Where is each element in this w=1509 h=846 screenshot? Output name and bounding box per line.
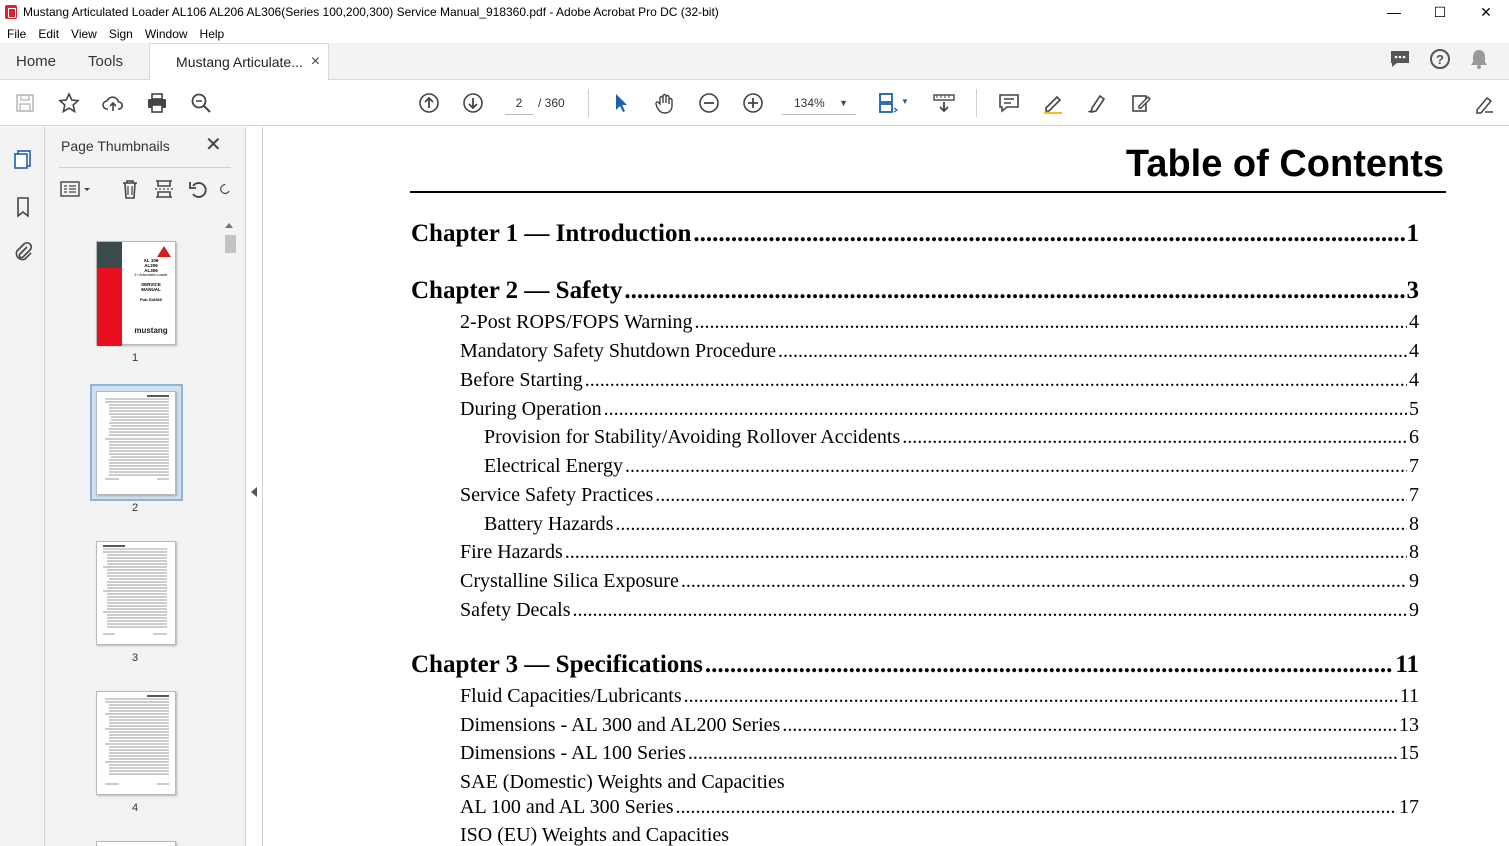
toc-entry-page-number: 4 <box>1409 369 1419 391</box>
scroll-up-arrow-icon[interactable] <box>225 223 233 228</box>
toc-entry-page-number: 9 <box>1409 599 1419 621</box>
thumbnail-options-icon[interactable] <box>59 177 91 201</box>
toc-leader-dots <box>695 311 1407 334</box>
fit-page-icon[interactable] <box>876 91 900 115</box>
toc-section-entry[interactable] <box>460 484 1419 507</box>
maximize-button[interactable]: ☐ <box>1433 3 1447 20</box>
acrobat-icon <box>5 5 17 19</box>
page-number-input[interactable]: 2 <box>505 91 533 115</box>
rotate-ccw-icon[interactable] <box>187 177 209 201</box>
panel-divider <box>59 167 231 168</box>
toc-entry-label: Provision for Stability/Avoiding Rollover Accidents <box>484 426 901 448</box>
thumbnail-page-2[interactable] <box>96 391 176 495</box>
toc-entry-page-number: 7 <box>1409 484 1419 506</box>
toc-leader-dots <box>655 484 1407 507</box>
toc-entry-label: Safety Decals <box>460 599 571 621</box>
toolbar-divider-2 <box>976 89 977 117</box>
thumbnail-label-3: 3 <box>131 652 139 664</box>
notification-bell-icon[interactable] <box>1469 48 1489 75</box>
mustang-logo: mustang <box>134 326 168 335</box>
toc-section-entry[interactable] <box>460 742 1419 765</box>
toc-leader-dots <box>782 714 1397 737</box>
toc-section-entry[interactable] <box>460 796 1419 819</box>
print-icon[interactable] <box>145 91 169 115</box>
cover-line-6: MANUAL <box>141 287 161 292</box>
toc-entry-label: Mandatory Safety Shutdown Procedure <box>460 340 777 362</box>
toc-entry-label: Dimensions - AL 100 Series <box>460 742 686 764</box>
toc-entry-page-number: 9 <box>1409 570 1419 592</box>
toc-leader-dots <box>604 398 1407 421</box>
find-zoom-icon[interactable] <box>189 91 213 115</box>
toc-entry-label: Chapter 3 — Specifications <box>411 651 703 678</box>
menu-window[interactable]: Window <box>144 26 188 41</box>
cover-line-2: AL206 <box>144 263 158 268</box>
thumbnail-scrollbar-thumb[interactable] <box>225 235 236 253</box>
zoom-level-select[interactable] <box>782 91 856 115</box>
toc-entry-heading[interactable]: ISO (EU) Weights and Capacities <box>460 824 730 846</box>
panel-title: Page Thumbnails <box>61 138 170 154</box>
zoom-in-icon[interactable] <box>741 91 765 115</box>
thumbnail-label-2: 2 <box>131 502 139 514</box>
comment-bubble-icon[interactable] <box>1389 49 1411 74</box>
toc-heading: Table of Contents <box>1125 143 1444 185</box>
save-icon[interactable] <box>13 91 37 115</box>
toc-entry-page-number: 7 <box>1409 455 1419 477</box>
menu-sign[interactable]: Sign <box>108 26 133 41</box>
toc-entry-page-number: 8 <box>1409 513 1419 535</box>
zoom-out-icon[interactable] <box>697 91 721 115</box>
toc-section-entry[interactable] <box>484 455 1419 478</box>
toc-entry-page-number: 15 <box>1399 742 1419 764</box>
help-icon[interactable] <box>1429 48 1451 75</box>
toc-entry-page-number: 4 <box>1409 311 1419 333</box>
toc-entry-label: Before Starting <box>460 369 583 391</box>
toc-leader-dots <box>676 796 1398 819</box>
svg-text:?: ? <box>1436 51 1444 67</box>
scroll-mode-icon[interactable] <box>932 91 956 115</box>
share-sign-icon[interactable] <box>1472 91 1496 115</box>
tab-tools[interactable]: Tools <box>88 52 124 70</box>
toc-leader-dots <box>705 651 1393 679</box>
toc-leader-dots <box>624 277 1404 305</box>
edit-send-icon[interactable] <box>1129 91 1153 115</box>
toc-entry-label: Fluid Capacities/Lubricants <box>460 685 682 707</box>
tab-document[interactable] <box>149 43 329 80</box>
collapse-arrow-icon <box>251 487 257 497</box>
menu-file[interactable]: File <box>7 26 27 41</box>
page-thumbnails-icon[interactable] <box>11 147 35 171</box>
cover-line-4: 2+ Articulated Loader <box>134 273 168 277</box>
toc-leader-dots <box>688 742 1397 765</box>
close-window-button[interactable]: ✕ <box>1480 3 1492 20</box>
toc-entry-label: Electrical Energy <box>484 455 624 477</box>
toc-chapter-entry[interactable] <box>411 277 1419 305</box>
toc-entry-page-number: 11 <box>1395 651 1419 678</box>
toc-entry-page-number: 6 <box>1409 426 1419 448</box>
toc-entry-label: AL 100 and AL 300 Series <box>460 796 674 818</box>
menu-edit[interactable]: Edit <box>38 26 60 41</box>
navigation-rail <box>0 127 45 846</box>
menu-view[interactable]: View <box>71 26 97 41</box>
toc-entry-label: 2-Post ROPS/FOPS Warning <box>460 311 693 333</box>
thumbnail-page-3[interactable] <box>96 541 176 645</box>
toc-entry-heading[interactable]: SAE (Domestic) Weights and Capacities <box>460 771 785 793</box>
toc-section-entry[interactable] <box>460 340 1419 363</box>
toc-chapter-entry[interactable] <box>411 220 1419 248</box>
rotate-cw-icon[interactable] <box>219 177 233 201</box>
panel-collapse-handle[interactable] <box>245 127 263 846</box>
thumbnail-label-4: 4 <box>131 802 139 814</box>
tab-bar <box>0 43 1509 80</box>
toc-entry-page-number: 13 <box>1399 714 1419 736</box>
hand-tool-icon[interactable] <box>653 91 677 115</box>
toc-leader-dots <box>778 340 1407 363</box>
page-total: / 360 <box>538 96 565 110</box>
minimize-button[interactable]: — <box>1387 4 1401 20</box>
toc-entry-page-number: 11 <box>1399 685 1419 707</box>
toc-entry-label: Crystalline Silica Exposure <box>460 570 679 592</box>
menu-bar <box>0 24 1509 43</box>
thumbnail-label-1: 1 <box>131 352 139 364</box>
toc-section-entry[interactable] <box>460 570 1419 593</box>
toc-chapter-entry[interactable] <box>411 651 1419 679</box>
bookmark-icon[interactable] <box>11 195 35 219</box>
star-bookmark-icon[interactable] <box>57 91 81 115</box>
toc-entry-label: Dimensions - AL 300 and AL200 Series <box>460 714 781 736</box>
toc-section-entry[interactable] <box>460 369 1419 392</box>
window-title: Mustang Articulated Loader AL106 AL206 AL306(Series 100,200,300) Service Manual_918360.pdf - Adobe Acrobat Pro DC (32-bit) <box>23 5 719 19</box>
page-thumbnails-panel <box>45 127 245 846</box>
toc-leader-dots <box>681 570 1407 593</box>
toc-section-entry[interactable] <box>460 311 1419 334</box>
toc-section-entry[interactable] <box>460 599 1419 622</box>
comment-icon[interactable] <box>997 91 1021 115</box>
toc-entry-label: Fire Hazards <box>460 541 563 563</box>
toc-leader-dots <box>693 220 1404 248</box>
toc-entry-page-number: 3 <box>1406 277 1419 304</box>
toc-section-entry[interactable] <box>484 513 1419 536</box>
toc-entry-page-number: 5 <box>1409 398 1419 420</box>
thumbnail-list <box>45 219 225 846</box>
toolbar-divider <box>588 89 589 117</box>
toc-section-entry[interactable] <box>460 714 1419 737</box>
toc-leader-dots <box>625 455 1407 478</box>
cover-line-5: SERVICE <box>141 282 161 287</box>
select-cursor-icon[interactable] <box>609 91 633 115</box>
thumbnail-page-5-partial[interactable] <box>96 841 176 846</box>
cloud-upload-icon[interactable] <box>101 91 125 115</box>
thumbnail-scrollbar[interactable] <box>222 219 237 846</box>
toc-leader-dots <box>585 369 1407 392</box>
title-bar <box>0 0 1509 24</box>
toc-section-entry[interactable] <box>460 685 1419 708</box>
attachment-paperclip-icon[interactable] <box>11 240 35 264</box>
highlight-pen-icon[interactable] <box>1041 91 1065 115</box>
toc-entry-label: Battery Hazards <box>484 513 614 535</box>
toc-entry-label: Chapter 1 — Introduction <box>411 220 692 247</box>
toc-entry-page-number: 4 <box>1409 340 1419 362</box>
extract-pages-icon[interactable] <box>153 177 175 201</box>
thumbnail-page-4[interactable] <box>96 691 176 795</box>
toc-entry-label: Service Safety Practices <box>460 484 654 506</box>
toc-leader-dots <box>902 426 1407 449</box>
toc-section-entry[interactable] <box>460 398 1419 421</box>
toc-leader-dots <box>565 541 1407 564</box>
toc-entry-page-number: 17 <box>1399 796 1419 818</box>
toc-entry-label: During Operation <box>460 398 602 420</box>
fit-chevron-down-icon[interactable]: ▼ <box>901 97 909 106</box>
tab-document-label: Mustang Articulate... <box>176 54 303 70</box>
cover-line-3: AL306 <box>144 268 158 273</box>
toc-leader-dots <box>573 599 1407 622</box>
toc-heading-rule <box>410 191 1446 193</box>
previous-page-icon[interactable] <box>417 91 441 115</box>
toc-leader-dots <box>684 685 1398 708</box>
cover-line-8: Pub 918360 <box>139 297 162 302</box>
toc-entry-label: Chapter 2 — Safety <box>411 277 623 304</box>
toc-section-entry[interactable] <box>484 426 1419 449</box>
cover-line-1: AL 106 <box>143 258 159 263</box>
toc-section-entry[interactable] <box>460 541 1419 564</box>
toc-leader-dots <box>615 513 1407 536</box>
menu-help[interactable]: Help <box>199 26 225 41</box>
next-page-icon[interactable] <box>461 91 485 115</box>
chevron-down-icon: ▼ <box>839 98 848 108</box>
toc-entry-page-number: 8 <box>1409 541 1419 563</box>
zoom-level-value: 134% <box>794 96 825 110</box>
delete-trash-icon[interactable] <box>119 177 141 201</box>
toc-entry-page-number: 1 <box>1406 220 1419 247</box>
document-view[interactable] <box>263 127 1509 846</box>
tab-close-button[interactable]: × <box>310 53 321 70</box>
tab-home[interactable]: Home <box>16 52 57 70</box>
thumbnail-page-1[interactable] <box>96 241 176 345</box>
panel-close-button[interactable]: ✕ <box>205 134 222 156</box>
sign-pen-icon[interactable] <box>1085 91 1109 115</box>
